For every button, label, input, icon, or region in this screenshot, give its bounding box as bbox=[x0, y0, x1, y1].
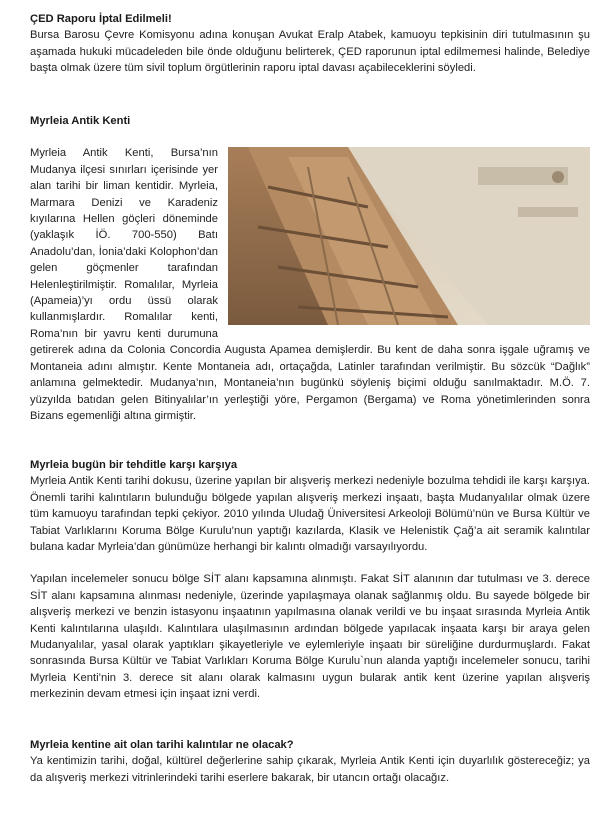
ruins-photo bbox=[228, 147, 590, 325]
paragraph: Myrleia Antik Kenti, Bursa’nın Mudanya ilçesi sınırları içerisinde yer alan tarihi bir liman kentidir. Myrleia, Marmara Denizi ve Karadeniz kıyılarına Hellen göçleri döneminde (yaklaşık İÖ. 700-550) Batı Anadolu’dan, İonia’daki Kolophon’dan gelen göçmenler tarafından Helenleştirilmiştir. Romalılar, Myrleia (Apameia)’yı ordu üssü olarak kullanmışlardır. Romalılar kenti, Roma’nın bir yavru kenti durumuna getirerek adına da Colonia Concordia Augusta Apamea demişlerdir. Bu kent de daha sonra işgale uğramış ve Montaneia adını almıştır. Kente Montaneia adı, ortaçağda, Latinler tarafından verilmiştir. Bu sözcük “Dağlık” anlamına gelmektedir. Mudanya’nın, Montaneia’nın bugünkü söyleniş biçimi olduğu sanılmaktadır. M.Ö. 7. yüzyılda batıdan gelen Bitinyalılar’ın yerleştiği yöre, Pergamon (Bergama) ve Roma yönetimlerinden sonra Bizans egemenliği altına girmiştir. bbox=[30, 147, 590, 422]
paragraph: Ya kentimizin tarihi, doğal, kültürel değerlerine sahip çıkarak, Myrleia Antik Kenti için duyarlılık göstereceğiz; ya da alışveriş merkezi vitrinlerindeki tarihi eserlere bakarak, bir utancın ortağı olacağız. bbox=[30, 755, 590, 784]
section-threat bbox=[30, 457, 590, 703]
section-ced bbox=[30, 11, 590, 77]
paragraph: Yapılan incelemeler sonucu bölge SİT alanı kapsamına alınmıştı. Fakat SİT alanının dar tutulması ve 3. derece SİT alanı kapsamına alınması nedeniyle, üzerinde yapılaşmaya olanak sağlanmış oldu. Bu sayede bölgede bir alışveriş merkezi ve benzin istasyonu inşaatının yapılmasına olanak verildi ve bu inşaat sırasında Myrleia Antik Kenti kalıntılarına ulaşıldı. Kalıntılara ulaşılmasının ardından bölgede yapılacak inşaata karşı bir araya gelen Mudanyalılar, yasal olarak yaptıkları şikayetleriyle ve eylemleriyle inşaatı bir süreliğine durdurmuşlardı. Fakat sonrasında Bursa Kültür ve Tabiat Varlıkları Koruma Bölge Kurulu`nun alanda yaptığı incelemeler sonucu, tarihi Myrleia Kenti’nin 3. derece sit alanı olarak kalmasını uygun bularak antik kent üzerine yapılan alışveriş merkezinin devam etmesi için inşaat izni verdi. bbox=[30, 573, 590, 701]
section-heading: ÇED Raporu İptal Edilmeli! bbox=[30, 13, 172, 25]
section-remains bbox=[30, 737, 590, 786]
paragraph: Bursa Barosu Çevre Komisyonu adına konuşan Avukat Eralp Atabek, kamuoyu tepkisinin diri tutulmasının şu aşamada hukuki mücadeleden bile önde olduğunu belirterek, ÇED raporunun iptal edilmemesi halinde, Belediye başta olmak üzere tüm sivil toplum örgütlerinin raporu iptal davası açabileceklerini söyledi. bbox=[30, 29, 590, 75]
section-heading: Myrleia bugün bir tehditle karşı karşıya bbox=[30, 459, 238, 471]
section-heading: Myrleia Antik Kenti bbox=[30, 115, 131, 127]
section-heading: Myrleia kentine ait olan tarihi kalıntılar ne olacak? bbox=[30, 739, 294, 751]
section-myrleia bbox=[30, 113, 590, 424]
paragraph: Myrleia Antik Kenti tarihi dokusu, üzerine yapılan bir alışveriş merkezi nedeniyle bozulma tehdidi ile karşı karşıya. Önemli tarihi kalıntıların bulunduğu bölgede yapılan alışveriş merkezi inşaatı, başta Mudanyalılar olmak üzere tüm kamuoyu tarafından tepki çekiyor. 2010 yılında Uludağ Üniversitesi Arkeoloji Bölümü’nün ve Bursa Kültür ve Tabiat Varlıklarını Koruma Bölge Kurulu’nun yaptığı kazılarda, Klasik ve Helenistik Çağ’a ait seramik kalıntılar bulana kadar Myrleia’dan günümüze herhangi bir kalıntı olmadığı varsayılıyordu. bbox=[30, 475, 590, 554]
